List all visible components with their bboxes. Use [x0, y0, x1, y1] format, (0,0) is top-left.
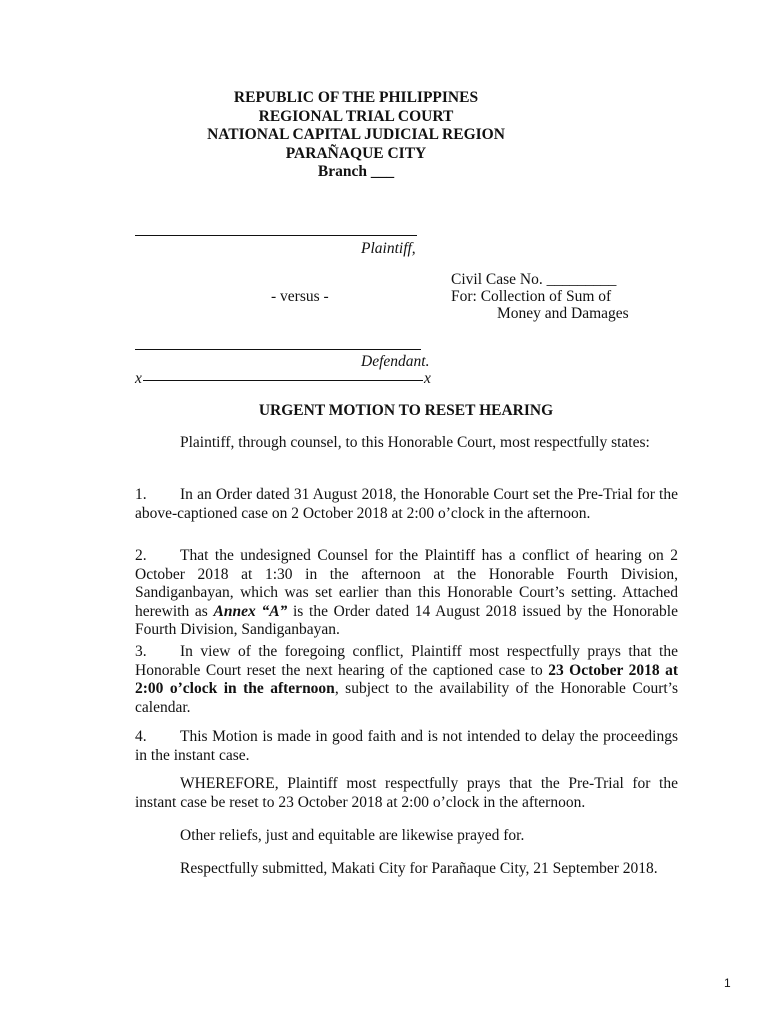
wherefore-paragraph [135, 775, 678, 812]
p2-annex: Annex “A” [213, 602, 288, 620]
page-number: 1 [724, 976, 731, 990]
p1-number: 1. [135, 486, 147, 503]
header-city: PARAÑAQUE CITY [285, 144, 427, 162]
p3-text-b: , subject to the availability of the Honorable Court’s calendar. [135, 680, 678, 716]
other-reliefs-text: Other reliefs, just and equitable are likewise prayed for. [180, 827, 525, 844]
case-nature-line1: For: Collection of Sum of [451, 288, 612, 305]
header-court: REGIONAL TRIAL COURT [258, 107, 454, 125]
p1-text: In an Order dated 31 August 2018, the Honorable Court set the Pre-Trial for the above-captioned case on 2 October 2018 at 2:00 o’clock in the afternoon. [135, 486, 678, 522]
header-region: NATIONAL CAPITAL JUDICIAL REGION [207, 126, 505, 143]
plaintiff-name-line [135, 235, 417, 236]
defendant-name-line [135, 349, 421, 350]
motion-title: URGENT MOTION TO RESET HEARING [258, 402, 554, 419]
case-nature-line2: Money and Damages [497, 305, 629, 322]
p3-bold-date: 23 October 2018 at 2:00 o’clock in the afternoon [135, 661, 679, 697]
p4-text: This Motion is made in good faith and is not intended to delay the proceedings in the instant case. [135, 728, 678, 764]
intro-text: Plaintiff, through counsel, to this Honorable Court, most respectfully states: [180, 434, 650, 451]
p2-number: 2. [135, 547, 147, 564]
paragraph-3 [135, 643, 678, 717]
wherefore-text: WHEREFORE, Plaintiff most respectfully prays that the Pre-Trial for the instant case be reset to 23 October 2018 at 2:00 o’clock in the afternoon. [135, 775, 678, 811]
court-header [0, 89, 712, 182]
caption-x-left: x [135, 370, 142, 387]
submitted-paragraph [135, 860, 678, 879]
header-branch: Branch ___ [317, 163, 395, 180]
paragraph-2 [135, 547, 678, 640]
submitted-text: Respectfully submitted, Makati City for Parañaque City, 21 September 2018. [180, 860, 658, 877]
p3-text-a: In view of the foregoing conflict, Plaintiff most respectfully prays that the Honorable Court reset the next hearing of the captioned case to [135, 643, 678, 679]
versus-label: - versus - [271, 288, 329, 305]
caption-divider-line [143, 380, 423, 381]
plaintiff-label: Plaintiff, [361, 240, 416, 257]
motion-intro [135, 434, 678, 453]
p3-number: 3. [135, 643, 147, 660]
paragraph-1 [135, 486, 678, 523]
header-republic: REPUBLIC OF THE PHILIPPINES [233, 89, 479, 106]
caption-x-right: x [424, 370, 431, 387]
other-reliefs-paragraph [135, 827, 678, 846]
p2-text-b: is the Order dated 14 August 2018 issued by the Honorable Fourth Division, Sandiganbayan. [135, 602, 678, 638]
p2-text-a: That the undesigned Counsel for the Plaintiff has a conflict of hearing on 2 October 2018 at 1:30 in the afternoon at the Honorable Fourth Division, Sandiganbayan, which was set earlier than this Honorable Court’s setting. Attached herewith as [135, 547, 678, 620]
civil-case-number: Civil Case No. _________ [451, 271, 617, 288]
paragraph-4 [135, 728, 678, 765]
p4-number: 4. [135, 728, 147, 745]
defendant-label: Defendant. [361, 353, 430, 370]
